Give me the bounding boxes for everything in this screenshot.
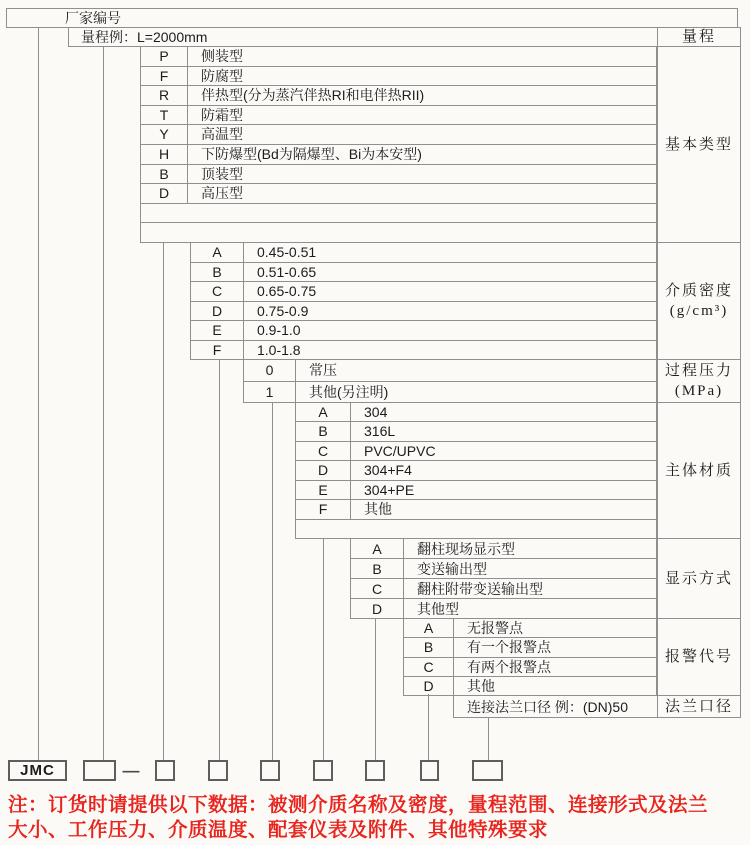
body-material-row-B — [296, 422, 656, 441]
note-line-1: 注：订货时请提供以下数据：被测介质名称及密度，量程范围、连接形式及法兰 — [8, 794, 709, 816]
factory-code-label: 厂家编号 — [65, 10, 121, 26]
connector-line-4 — [219, 359, 220, 761]
desc-cell — [188, 204, 656, 223]
display-mode-row-A — [351, 539, 656, 559]
code-cell: D — [351, 599, 404, 619]
code-cell: A — [404, 619, 454, 637]
code-cell — [296, 520, 351, 539]
basic-type-row-Y — [141, 125, 656, 145]
code-cell: C — [296, 442, 351, 460]
code-cell: B — [296, 422, 351, 440]
category-label-basic-type-text: 基本类型 — [664, 136, 733, 153]
desc-cell — [351, 520, 656, 539]
code-box-3 — [208, 760, 228, 781]
category-label-medium-density-text: (g/cm³) — [669, 303, 729, 319]
basic-type-row-F — [141, 67, 656, 87]
code-cell: F — [296, 500, 351, 518]
code-cell: B — [191, 263, 244, 282]
code-cell: C — [351, 579, 404, 598]
category-label-body-material — [657, 402, 741, 539]
desc-cell: 下防爆型(Bd为隔爆型、Bi为本安型) — [201, 145, 422, 162]
basic-type-row-empty-9 — [141, 223, 656, 243]
desc-cell: 其他 — [467, 677, 495, 694]
desc-cell: 伴热型(分为蒸汽伴热RI和电伴热RII) — [201, 87, 425, 104]
desc-cell: 有一个报警点 — [467, 639, 551, 656]
desc-cell: 变送输出型 — [417, 561, 487, 577]
block-alarm-code — [403, 618, 657, 696]
category-label-display-mode — [657, 538, 741, 619]
code-cell: A — [296, 403, 351, 421]
code-cell: 1 — [244, 382, 296, 404]
basic-type-row-D — [141, 184, 656, 204]
display-mode-row-D — [351, 599, 656, 619]
code-cell: P — [141, 47, 188, 66]
code-cell: A — [351, 539, 404, 558]
connector-line-5 — [272, 402, 273, 761]
basic-type-row-P — [141, 47, 656, 67]
connector-line-8 — [428, 694, 429, 761]
display-mode-row-C — [351, 579, 656, 599]
code-cell: E — [296, 481, 351, 499]
desc-cell — [188, 223, 656, 243]
connector-line-6 — [323, 538, 324, 761]
medium-density-row-C — [191, 282, 656, 302]
category-label-display-mode-text: 显示方式 — [664, 570, 733, 587]
desc-cell: 304+PE — [364, 481, 415, 498]
desc-cell: 1.0-1.8 — [257, 341, 301, 358]
connector-line-3 — [163, 242, 164, 761]
desc-cell: 常压 — [309, 362, 337, 378]
code-box-8 — [472, 760, 503, 781]
connector-line-1 — [38, 27, 39, 761]
medium-density-row-B — [191, 263, 656, 283]
alarm-code-row-A — [404, 619, 656, 638]
category-label-range — [657, 27, 741, 47]
desc-cell: 防腐型 — [201, 67, 243, 84]
connector-line-9 — [488, 717, 489, 761]
range-example-row — [68, 27, 658, 47]
desc-cell: 316L — [364, 423, 396, 440]
block-body-material — [295, 402, 657, 539]
basic-type-row-B — [141, 165, 656, 185]
basic-type-row-R — [141, 86, 656, 106]
code-box-5 — [313, 760, 333, 781]
code-cell: C — [191, 282, 244, 301]
order-note — [8, 793, 708, 843]
process-pressure-row-0 — [244, 360, 656, 382]
medium-density-row-F — [191, 341, 656, 361]
category-label-flange — [657, 695, 741, 718]
display-mode-row-B — [351, 559, 656, 579]
code-cell: B — [351, 559, 404, 578]
desc-cell: PVC/UPVC — [364, 442, 436, 459]
code-cell — [141, 223, 188, 243]
body-material-row-F — [296, 500, 656, 519]
code-cell: R — [141, 86, 188, 105]
desc-cell: 其他(另注明) — [309, 383, 389, 400]
code-cell: Y — [141, 125, 188, 144]
code-cell: C — [404, 658, 454, 676]
alarm-code-row-B — [404, 638, 656, 657]
alarm-code-row-D — [404, 677, 656, 696]
code-cell — [141, 204, 188, 223]
basic-type-row-T — [141, 106, 656, 126]
connector-line-2 — [103, 46, 104, 761]
desc-cell: 其他 — [364, 501, 392, 518]
code-cell: F — [141, 67, 188, 86]
desc-cell: 0.45-0.51 — [257, 244, 317, 260]
code-cell: F — [191, 341, 244, 361]
desc-cell: 0.51-0.65 — [257, 263, 317, 280]
flange-size-text: 连接法兰口径 例：(DN)50 — [467, 698, 629, 715]
range-example-text: 量程例：L=2000mm — [81, 29, 208, 45]
desc-cell: 0.75-0.9 — [257, 302, 309, 319]
category-label-alarm-code-text: 报警代号 — [664, 649, 733, 665]
desc-cell: 顶装型 — [201, 165, 243, 182]
code-cell: D — [141, 184, 188, 203]
medium-density-row-E — [191, 321, 656, 341]
category-label-flange-text: 法兰口径 — [664, 698, 733, 715]
desc-cell: 翻柱附带变送输出型 — [417, 581, 543, 597]
basic-type-row-empty-8 — [141, 204, 656, 224]
code-cell: E — [191, 321, 244, 340]
desc-cell: 无报警点 — [467, 620, 523, 636]
code-box-7 — [420, 760, 439, 781]
code-cell: 0 — [244, 360, 296, 381]
category-label-process-pressure-text: (MPa) — [674, 383, 724, 399]
code-cell: B — [404, 638, 454, 656]
body-material-row-D — [296, 461, 656, 480]
body-material-row-E — [296, 481, 656, 500]
category-label-process-pressure-text: 过程压力 — [664, 363, 733, 379]
medium-density-row-D — [191, 302, 656, 322]
connector-line-7 — [375, 618, 376, 761]
code-box-1 — [83, 760, 116, 781]
code-box-4 — [260, 760, 280, 781]
category-label-basic-type — [657, 46, 741, 243]
block-basic-type — [140, 46, 657, 243]
desc-cell: 高压型 — [201, 185, 243, 202]
desc-cell: 侧装型 — [201, 48, 243, 64]
note-line-2: 大小、工作压力、介质温度、配套仪表及附件、其他特殊要求 — [8, 819, 549, 841]
body-material-row-A — [296, 403, 656, 422]
desc-cell: 304 — [364, 404, 388, 420]
code-cell: H — [141, 145, 188, 164]
code-cell: D — [191, 302, 244, 321]
desc-cell: 0.9-1.0 — [257, 322, 301, 338]
model-code-dash: — — [122, 760, 140, 780]
code-cell: B — [141, 165, 188, 184]
category-label-process-pressure — [657, 359, 741, 403]
code-box-6 — [365, 760, 385, 781]
block-medium-density — [190, 242, 657, 360]
flange-size-row — [453, 695, 658, 718]
desc-cell: 高温型 — [201, 126, 243, 143]
code-cell: D — [296, 461, 351, 479]
desc-cell: 304+F4 — [364, 462, 412, 479]
alarm-code-row-C — [404, 658, 656, 677]
medium-density-row-A — [191, 243, 656, 263]
desc-cell: 有两个报警点 — [467, 658, 551, 675]
code-box-2 — [155, 760, 175, 781]
code-cell: D — [404, 677, 454, 696]
category-label-medium-density-text: 介质密度 — [664, 283, 733, 299]
model-prefix-box: JMC — [8, 760, 67, 781]
code-cell: T — [141, 106, 188, 125]
factory-code-row — [6, 8, 738, 28]
category-label-range-text: 量程 — [681, 29, 716, 45]
basic-type-row-H — [141, 145, 656, 165]
body-material-row-C — [296, 442, 656, 461]
desc-cell: 0.65-0.75 — [257, 283, 317, 299]
category-label-medium-density — [657, 242, 741, 360]
desc-cell: 防霜型 — [201, 106, 243, 123]
desc-cell: 翻柱现场显示型 — [417, 541, 515, 557]
block-process-pressure — [243, 359, 657, 403]
code-cell: A — [191, 243, 244, 262]
block-display-mode — [350, 538, 657, 619]
desc-cell: 其他型 — [417, 601, 459, 617]
category-label-alarm-code — [657, 618, 741, 696]
process-pressure-row-1 — [244, 382, 656, 404]
body-material-row-empty-6 — [296, 520, 656, 539]
category-label-body-material-text: 主体材质 — [664, 462, 733, 479]
